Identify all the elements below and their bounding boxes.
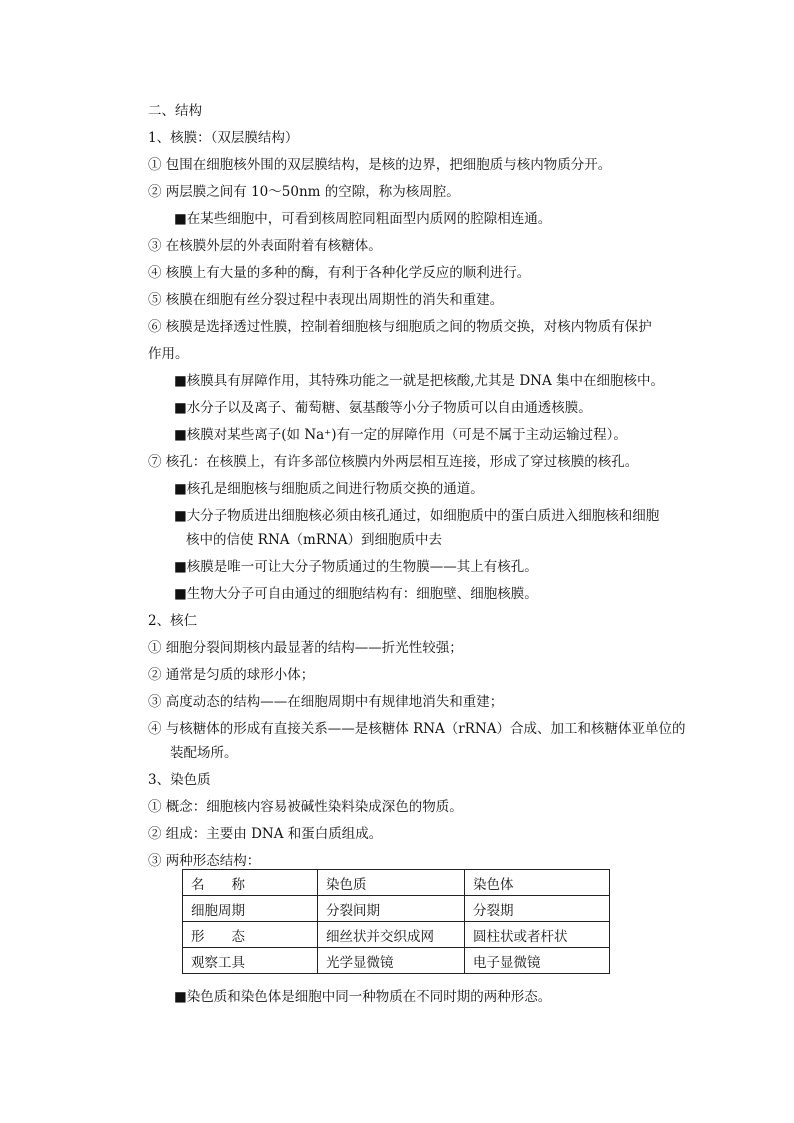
table-cell: 染色质 xyxy=(318,870,465,896)
table-cell: 分裂间期 xyxy=(318,896,465,922)
table-row xyxy=(183,870,610,896)
nuclear-pore-bullet-3: ■核膜是唯一可让大分子物质通过的生物膜——其上有核孔。 xyxy=(174,559,538,575)
table-cell: 分裂期 xyxy=(465,896,610,922)
nucleolus-heading: 2、核仁 xyxy=(148,613,198,629)
table-cell: 光学显微镜 xyxy=(318,948,465,974)
nuclear-envelope-point-3: ③ 在核膜外层的外表面附着有核糖体。 xyxy=(148,238,382,254)
chromatin-point-2: ② 组成：主要由 DNA 和蛋白质组成。 xyxy=(148,826,383,842)
nuclear-envelope-point-1: ① 包围在细胞核外围的双层膜结构，是核的边界，把细胞质与核内物质分开。 xyxy=(148,157,612,173)
chromatin-note: ■染色质和染色体是细胞中同一种物质在不同时期的两种形态。 xyxy=(174,989,552,1005)
nuclear-envelope-heading: 1、核膜：（双层膜结构） xyxy=(148,130,299,146)
chromatin-point-1: ① 概念：细胞核内容易被碱性染料染成深色的物质。 xyxy=(148,799,463,815)
nuclear-envelope-point-6-line-1: ⑥ 核膜是选择透过性膜，控制着细胞核与细胞质之间的物质交换，对核内物质有保护 xyxy=(148,319,652,335)
table-cell: 名 称 xyxy=(183,870,318,896)
chromatin-chromosome-table xyxy=(182,869,610,974)
table-cell: 电子显微镜 xyxy=(465,948,610,974)
nuclear-pore-bullet-2-line-2: 核中的信使 RNA（mRNA）到细胞质中去 xyxy=(186,532,443,548)
nuclear-envelope-point-4: ④ 核膜上有大量的多种的酶，有利于各种化学反应的顺利进行。 xyxy=(148,265,531,281)
table-cell: 形 态 xyxy=(183,922,318,948)
table-cell: 细丝状并交织成网 xyxy=(318,922,465,948)
section-title: 二、结构 xyxy=(148,103,202,119)
nuclear-envelope-point-5: ⑤ 核膜在细胞有丝分裂过程中表现出周期性的消失和重建。 xyxy=(148,292,504,308)
nucleolus-point-1: ① 细胞分裂间期核内最显著的结构——折光性较强； xyxy=(148,640,463,656)
nuclear-pore-bullet-1: ■核孔是细胞核与细胞质之间进行物质交换的通道。 xyxy=(174,481,484,497)
nucleolus-point-4-line-2: 装配场所。 xyxy=(170,745,238,761)
table-row xyxy=(183,896,610,922)
nuclear-envelope-point-2-bullet: ■在某些细胞中，可看到核周腔同粗面型内质网的腔隙相连通。 xyxy=(174,211,552,227)
nuclear-envelope-point-2: ② 两层膜之间有 10～50nm 的空隙，称为核周腔。 xyxy=(148,184,460,200)
table-cell: 圆柱状或者杆状 xyxy=(465,922,610,948)
nuclear-pore-bullet-2-line-1: ■大分子物质进出细胞核必须由核孔通过，如细胞质中的蛋白质进入细胞核和细胞 xyxy=(174,508,660,524)
nucleolus-point-3: ③ 高度动态的结构——在细胞周期中有规律地消失和重建； xyxy=(148,694,504,710)
table-cell: 细胞周期 xyxy=(183,896,318,922)
nuclear-pore-bullet-4: ■生物大分子可自由通过的细胞结构有：细胞壁、细胞核膜。 xyxy=(174,586,538,602)
table-cell: 观察工具 xyxy=(183,948,318,974)
table-row xyxy=(183,922,610,948)
nuclear-envelope-point-6-bullet-3: ■核膜对某些离子(如 Na⁺)有一定的屏障作用（可是不属于主动运输过程）。 xyxy=(174,427,627,443)
nuclear-envelope-point-7: ⑦ 核孔：在核膜上，有许多部位核膜内外两层相互连接，形成了穿过核膜的核孔。 xyxy=(148,454,639,470)
nucleolus-point-2: ② 通常是匀质的球形小体； xyxy=(148,667,315,683)
chromatin-point-3: ③ 两种形态结构： xyxy=(148,853,261,869)
nuclear-envelope-point-6-line-2: 作用。 xyxy=(148,346,189,362)
nucleolus-point-4-line-1: ④ 与核糖体的形成有直接关系——是核糖体 RNA（rRNA）合成、加工和核糖体亚单位的 xyxy=(148,721,686,737)
table-cell: 染色体 xyxy=(465,870,610,896)
table-row xyxy=(183,948,610,974)
nuclear-envelope-point-6-bullet-2: ■水分子以及离子、葡萄糖、氨基酸等小分子物质可以自由通透核膜。 xyxy=(174,400,592,416)
nuclear-envelope-point-6-bullet-1: ■核膜具有屏障作用，其特殊功能之一就是把核酸,尤其是 DNA 集中在细胞核中。 xyxy=(174,373,665,389)
chromatin-heading: 3、染色质 xyxy=(148,772,211,788)
